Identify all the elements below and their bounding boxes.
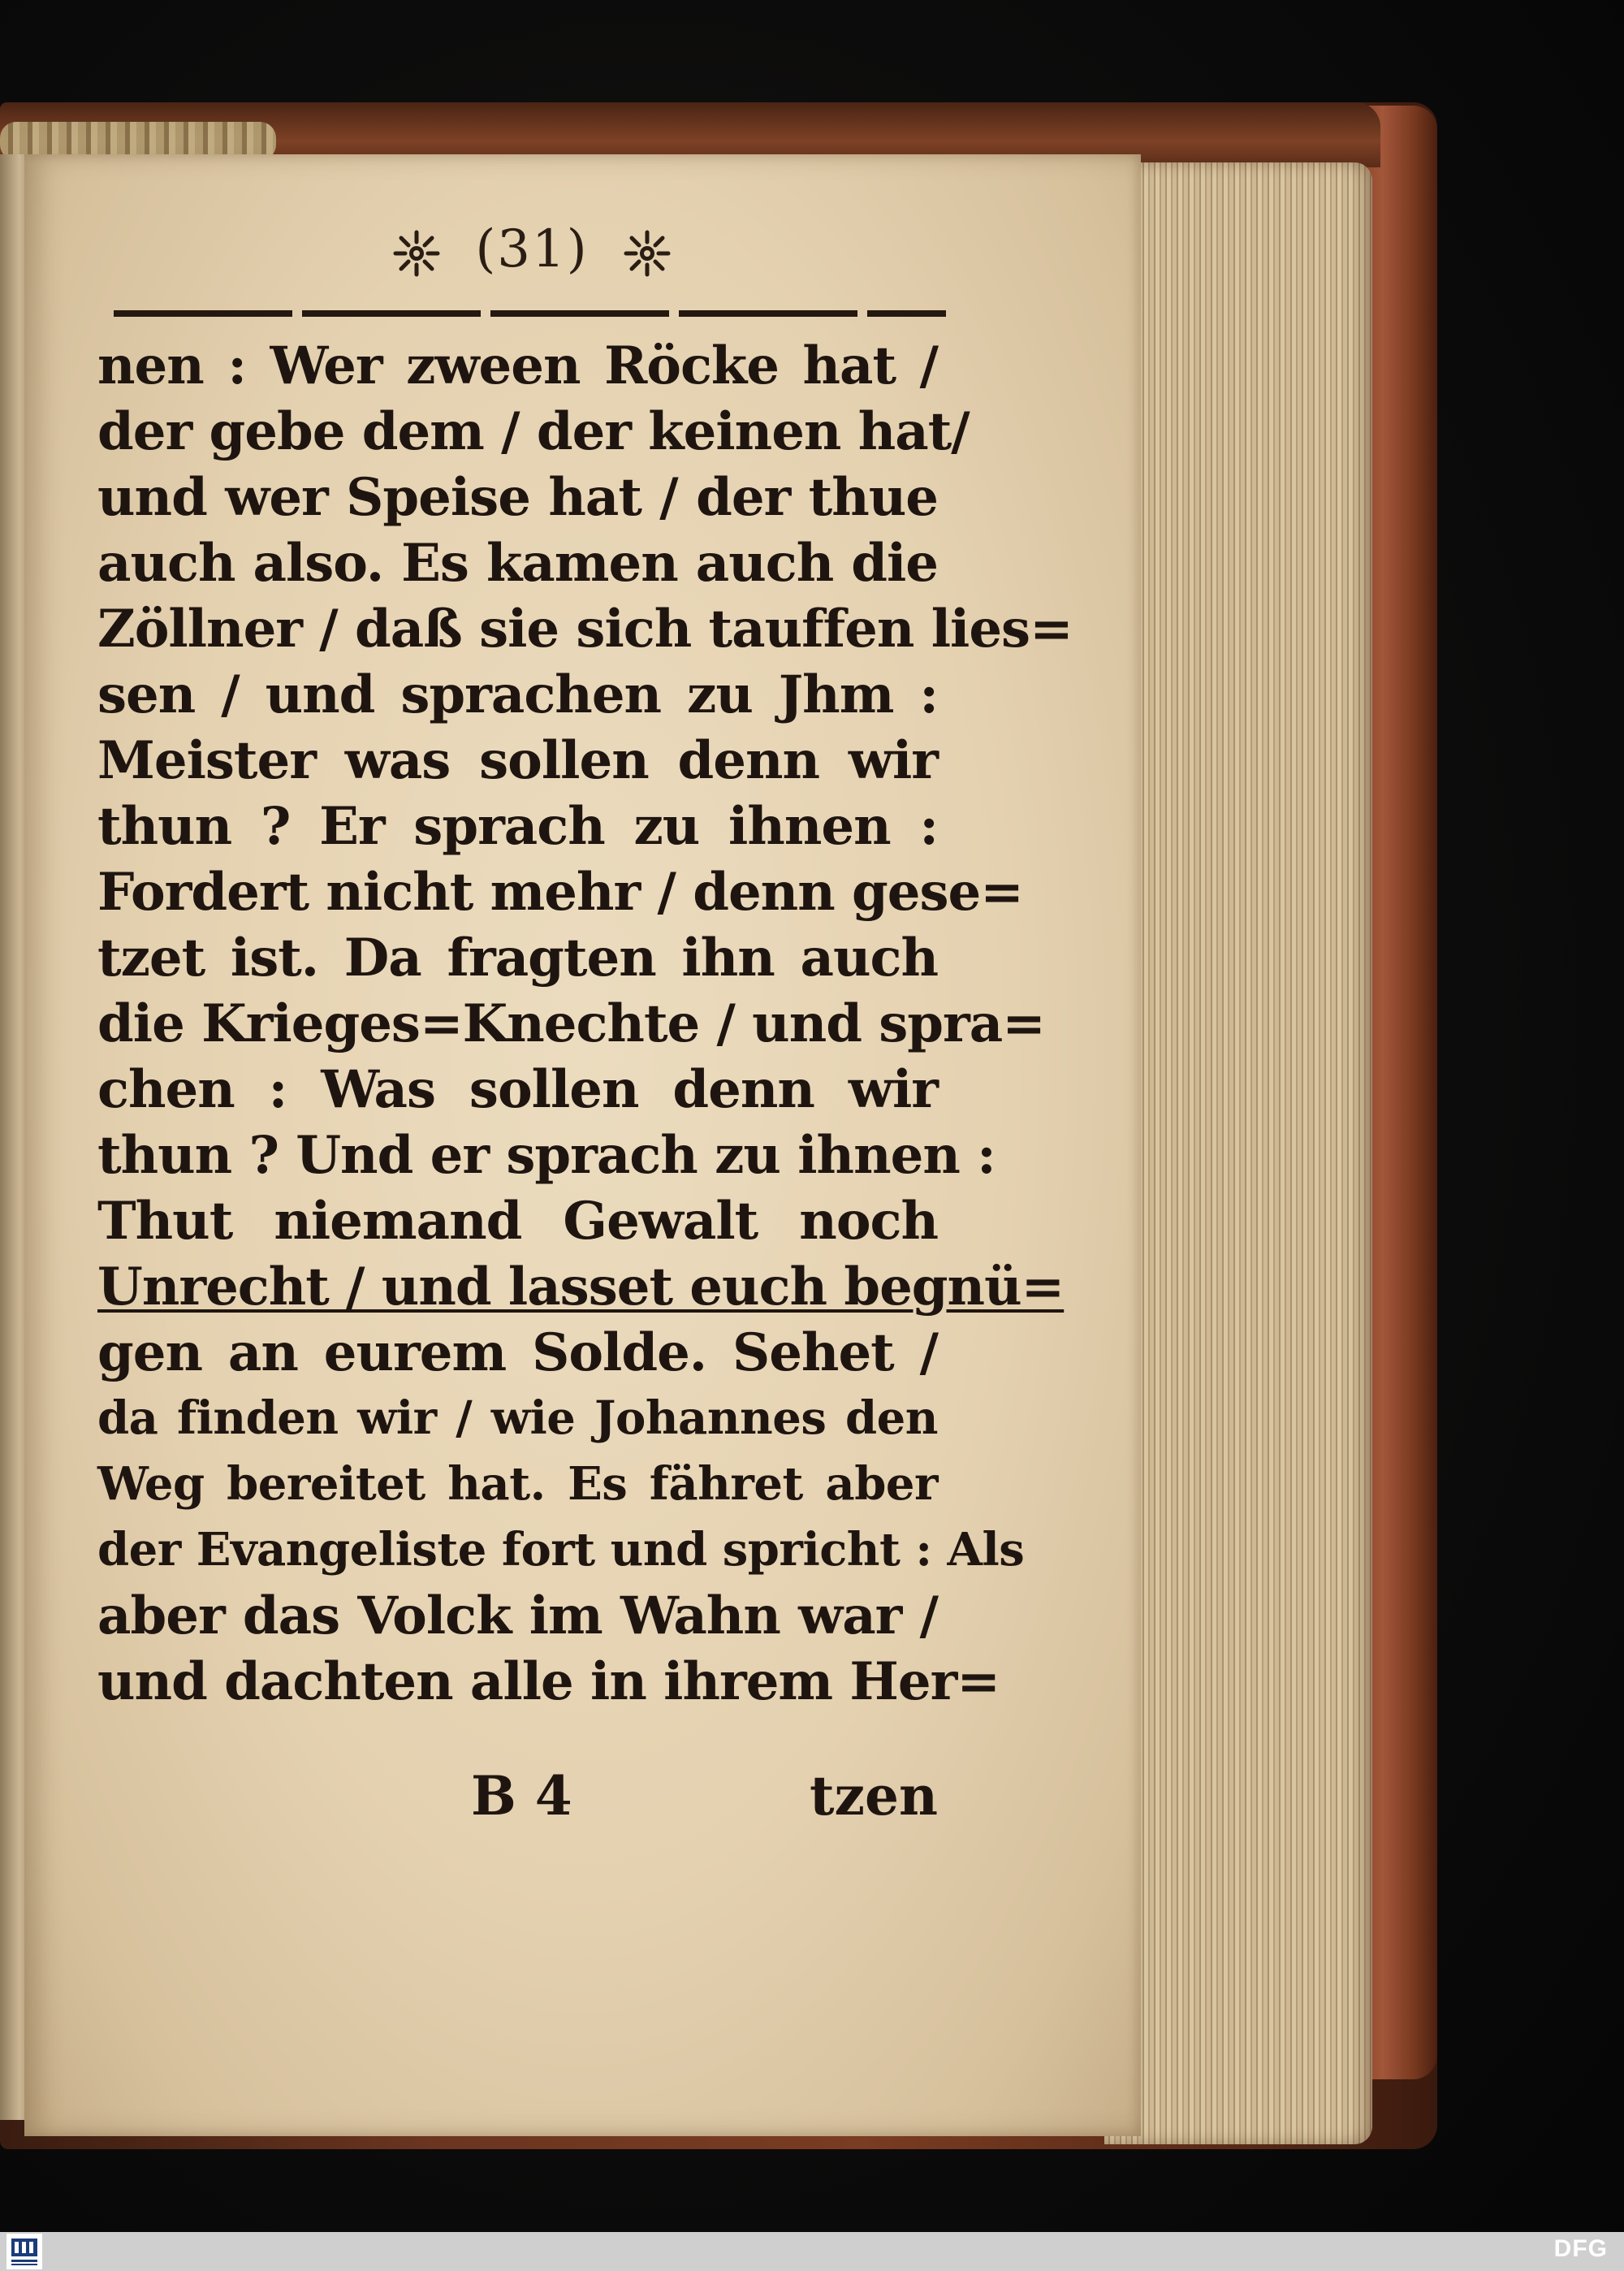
- text-line: sen / und sprachen zu Jhm :: [97, 664, 938, 725]
- text-line: der Evangeliste fort und spricht : Als: [97, 1523, 1025, 1577]
- viewer-footer-bar: [0, 2232, 1624, 2271]
- text-line: Thut niemand Gewalt noch: [97, 1191, 938, 1252]
- library-logo-icon: [6, 2234, 42, 2269]
- catchword: tzen: [810, 1764, 938, 1828]
- text-line: Meister was sollen denn wir: [97, 730, 938, 791]
- text-line: tzet ist. Da fragten ihn auch: [97, 928, 938, 988]
- page-header: [0, 219, 1064, 279]
- text-line: thun ? Und er sprach zu ihnen :: [97, 1125, 996, 1186]
- text-line: Zöllner / daß sie sich tauffen lies=: [97, 599, 1073, 660]
- ornament-left-icon: [391, 227, 443, 279]
- text-line: und dachten alle in ihrem Her=: [97, 1651, 1000, 1712]
- text-line: und wer Speise hat / der thue: [97, 467, 938, 528]
- text-line: Fordert nicht mehr / denn gese=: [97, 862, 1023, 923]
- header-rule: [114, 310, 946, 317]
- text-line: der gebe dem / der keinen hat/: [97, 401, 970, 462]
- dfg-brand: DFG: [1553, 2235, 1608, 2262]
- text-line: Unrecht / und lasset euch begnü=: [97, 1257, 1065, 1317]
- ornament-right-icon: [621, 227, 673, 279]
- page-block-edges: [1104, 162, 1372, 2144]
- text-line: gen an eurem Solde. Sehet /: [97, 1322, 938, 1383]
- text-line: die Krieges=Knechte / und spra=: [97, 993, 1045, 1054]
- page-body-text: [97, 333, 1073, 1715]
- text-line: da finden wir / wie Johannes den: [97, 1391, 938, 1445]
- text-line: thun ? Er sprach zu ihnen :: [97, 796, 938, 857]
- signature-mark: B 4: [471, 1764, 572, 1828]
- text-line: nen : Wer zween Röcke hat /: [97, 335, 938, 396]
- page-footer: [97, 1764, 938, 1837]
- text-line: auch also. Es kamen auch die: [97, 533, 938, 594]
- text-line: chen : Was sollen denn wir: [97, 1059, 938, 1120]
- page-number: (31): [475, 219, 589, 279]
- text-line: aber das Volck im Wahn war /: [97, 1585, 938, 1646]
- text-line: Weg bereitet hat. Es fähret aber: [97, 1457, 938, 1511]
